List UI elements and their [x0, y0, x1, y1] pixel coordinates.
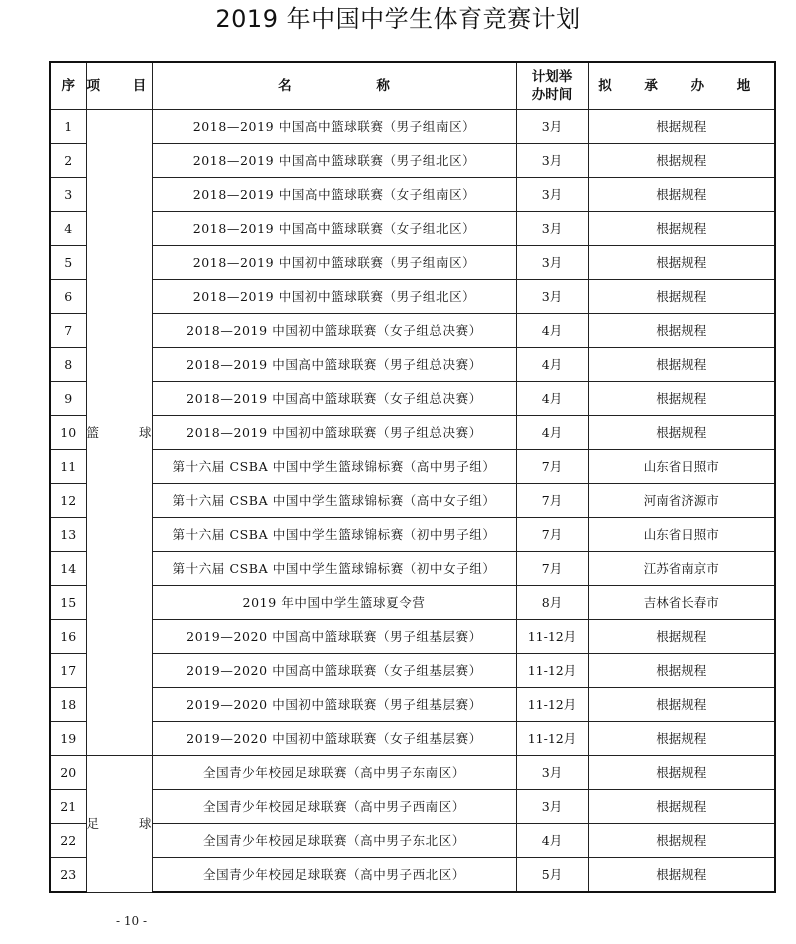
header-no: 序 [50, 62, 86, 110]
table-row [50, 484, 775, 518]
competition-name: 第十六届 CSBA 中国中学生篮球锦标赛（初中男子组） [152, 518, 516, 552]
planned-time: 4月 [516, 382, 588, 416]
row-number: 19 [50, 722, 86, 756]
competition-name: 2018—2019 中国高中篮球联赛（男子组总决赛） [152, 348, 516, 382]
competition-name: 2019—2020 中国高中篮球联赛（女子组基层赛） [152, 654, 516, 688]
host-location: 根据规程 [588, 280, 775, 314]
table-row [50, 348, 775, 382]
planned-time: 3月 [516, 790, 588, 824]
competition-name: 2018—2019 中国高中篮球联赛（男子组南区） [152, 110, 516, 144]
host-location: 根据规程 [588, 178, 775, 212]
planned-time: 3月 [516, 280, 588, 314]
row-number: 21 [50, 790, 86, 824]
competition-name: 2019—2020 中国高中篮球联赛（男子组基层赛） [152, 620, 516, 654]
competition-name: 2018—2019 中国初中篮球联赛（男子组北区） [152, 280, 516, 314]
host-location: 根据规程 [588, 382, 775, 416]
header-row [50, 62, 775, 110]
row-number: 20 [50, 756, 86, 790]
table-header [50, 62, 775, 110]
host-location: 吉林省长春市 [588, 586, 775, 620]
table-row [50, 178, 775, 212]
row-number: 14 [50, 552, 86, 586]
table-row [50, 858, 775, 893]
row-number: 18 [50, 688, 86, 722]
competition-name: 全国青少年校园足球联赛（高中男子东南区） [152, 756, 516, 790]
sport-cell-football: 足 球 [86, 756, 152, 893]
host-location: 根据规程 [588, 110, 775, 144]
row-number: 8 [50, 348, 86, 382]
planned-time: 3月 [516, 756, 588, 790]
header-place: 拟 承 办 地 [588, 62, 775, 110]
planned-time: 3月 [516, 144, 588, 178]
table-row [50, 382, 775, 416]
table-row [50, 314, 775, 348]
host-location: 根据规程 [588, 722, 775, 756]
row-number: 16 [50, 620, 86, 654]
planned-time: 11-12月 [516, 688, 588, 722]
row-number: 17 [50, 654, 86, 688]
row-number: 23 [50, 858, 86, 893]
table-row [50, 280, 775, 314]
host-location: 根据规程 [588, 212, 775, 246]
row-number: 12 [50, 484, 86, 518]
planned-time: 4月 [516, 348, 588, 382]
table-row [50, 620, 775, 654]
planned-time: 7月 [516, 450, 588, 484]
table-row [50, 722, 775, 756]
planned-time: 3月 [516, 178, 588, 212]
planned-time: 3月 [516, 246, 588, 280]
planned-time: 11-12月 [516, 722, 588, 756]
planned-time: 4月 [516, 824, 588, 858]
planned-time: 11-12月 [516, 654, 588, 688]
row-number: 10 [50, 416, 86, 450]
row-number: 13 [50, 518, 86, 552]
table-row [50, 212, 775, 246]
table-row [50, 586, 775, 620]
planned-time: 7月 [516, 552, 588, 586]
competition-name: 全国青少年校园足球联赛（高中男子东北区） [152, 824, 516, 858]
planned-time: 7月 [516, 518, 588, 552]
competition-name: 2018—2019 中国高中篮球联赛（女子组南区） [152, 178, 516, 212]
competition-name: 2018—2019 中国高中篮球联赛（男子组北区） [152, 144, 516, 178]
planned-time: 3月 [516, 110, 588, 144]
table-row [50, 246, 775, 280]
table-row [50, 688, 775, 722]
competition-name: 2018—2019 中国初中篮球联赛（女子组总决赛） [152, 314, 516, 348]
table-row [50, 552, 775, 586]
host-location: 山东省日照市 [588, 518, 775, 552]
host-location: 根据规程 [588, 144, 775, 178]
table-row [50, 518, 775, 552]
row-number: 4 [50, 212, 86, 246]
row-number: 9 [50, 382, 86, 416]
competition-name: 第十六届 CSBA 中国中学生篮球锦标赛（初中女子组） [152, 552, 516, 586]
header-item: 项 目 [86, 62, 152, 110]
table-row [50, 450, 775, 484]
page-title: 2019 年中国中学生体育竞赛计划 [215, 5, 581, 33]
host-location: 根据规程 [588, 688, 775, 722]
row-number: 5 [50, 246, 86, 280]
host-location: 河南省济源市 [588, 484, 775, 518]
header-time-line1: 计划举 [531, 69, 573, 85]
competition-name: 2018—2019 中国高中篮球联赛（女子组北区） [152, 212, 516, 246]
row-number: 22 [50, 824, 86, 858]
table-row [50, 654, 775, 688]
planned-time: 8月 [516, 586, 588, 620]
host-location: 根据规程 [588, 348, 775, 382]
competition-name: 2019—2020 中国初中篮球联赛（女子组基层赛） [152, 722, 516, 756]
planned-time: 5月 [516, 858, 588, 893]
sport-cell-basketball: 篮 球 [86, 110, 152, 756]
competition-name: 2018—2019 中国高中篮球联赛（女子组总决赛） [152, 382, 516, 416]
host-location: 根据规程 [588, 620, 775, 654]
host-location: 江苏省南京市 [588, 552, 775, 586]
host-location: 山东省日照市 [588, 450, 775, 484]
planned-time: 7月 [516, 484, 588, 518]
competition-name: 第十六届 CSBA 中国中学生篮球锦标赛（高中男子组） [152, 450, 516, 484]
host-location: 根据规程 [588, 314, 775, 348]
planned-time: 3月 [516, 212, 588, 246]
planned-time: 11-12月 [516, 620, 588, 654]
competition-plan-table [49, 61, 776, 893]
host-location: 根据规程 [588, 246, 775, 280]
competition-name: 2018—2019 中国初中篮球联赛（男子组总决赛） [152, 416, 516, 450]
planned-time: 4月 [516, 314, 588, 348]
row-number: 6 [50, 280, 86, 314]
competition-name: 全国青少年校园足球联赛（高中男子西南区） [152, 790, 516, 824]
row-number: 2 [50, 144, 86, 178]
header-time-line2: 办时间 [531, 87, 573, 103]
table-row [50, 756, 775, 790]
host-location: 根据规程 [588, 790, 775, 824]
row-number: 3 [50, 178, 86, 212]
row-number: 1 [50, 110, 86, 144]
host-location: 根据规程 [588, 858, 775, 893]
host-location: 根据规程 [588, 654, 775, 688]
planned-time: 4月 [516, 416, 588, 450]
host-location: 根据规程 [588, 756, 775, 790]
competition-name: 2018—2019 中国初中篮球联赛（男子组南区） [152, 246, 516, 280]
competition-name: 第十六届 CSBA 中国中学生篮球锦标赛（高中女子组） [152, 484, 516, 518]
competition-name: 2019 年中国中学生篮球夏令营 [152, 586, 516, 620]
table-row [50, 110, 775, 144]
header-name: 名 称 [152, 62, 516, 110]
row-number: 15 [50, 586, 86, 620]
competition-name: 全国青少年校园足球联赛（高中男子西北区） [152, 858, 516, 893]
row-number: 11 [50, 450, 86, 484]
header-time [516, 62, 588, 110]
row-number: 7 [50, 314, 86, 348]
host-location: 根据规程 [588, 824, 775, 858]
host-location: 根据规程 [588, 416, 775, 450]
table-body [50, 110, 775, 893]
competition-name: 2019—2020 中国初中篮球联赛（男子组基层赛） [152, 688, 516, 722]
table-row [50, 144, 775, 178]
page-number: - 10 - [116, 914, 148, 928]
